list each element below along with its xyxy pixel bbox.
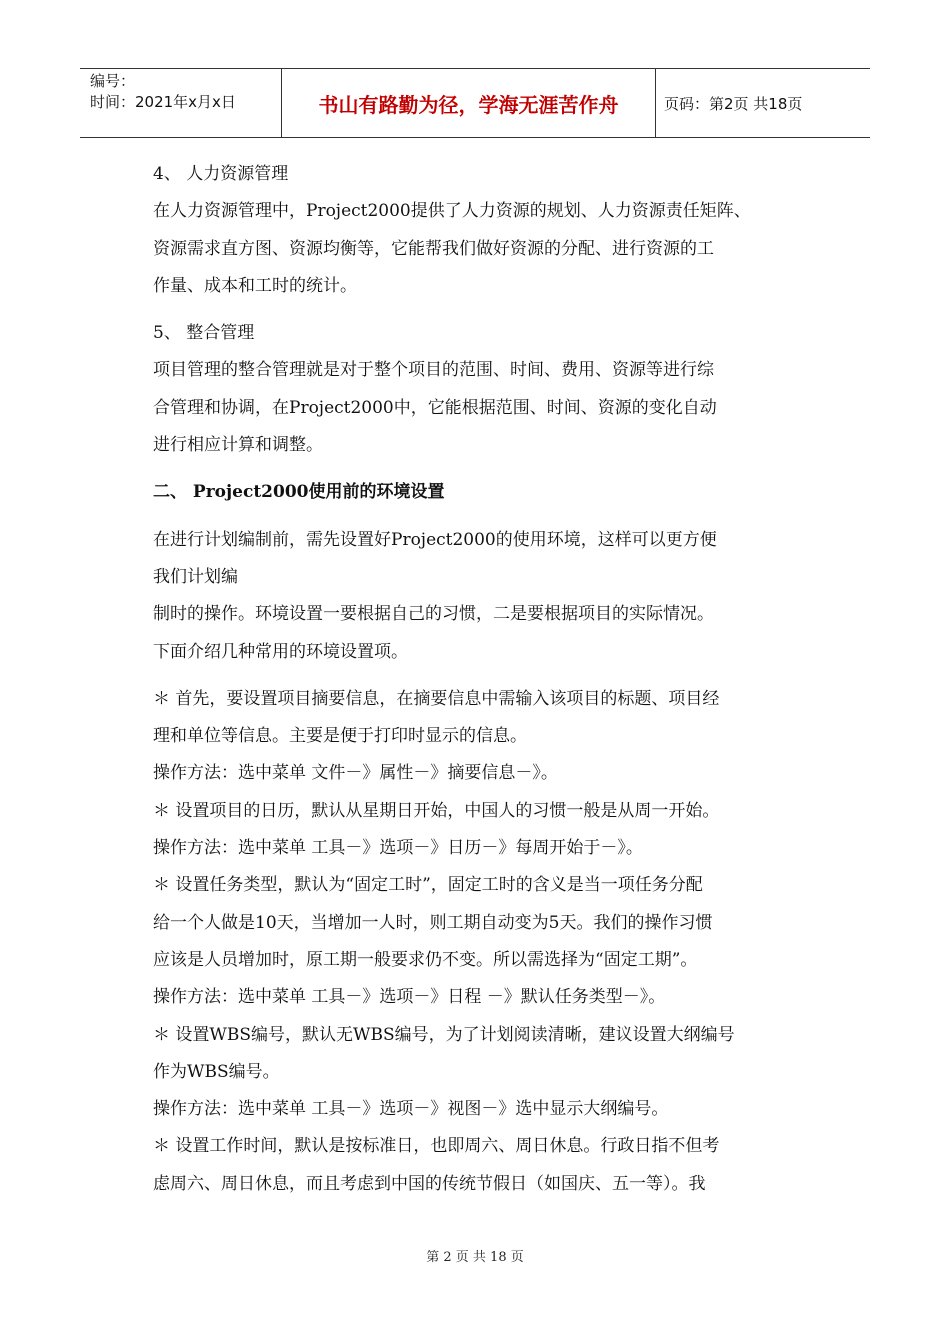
- page-header: [80, 68, 870, 138]
- list-item: ＊ 设置任务类型，默认为“固定工时”，固定工时的含义是当一项任务分配: [153, 875, 703, 896]
- list-item: 操作方法：选中菜单 文件－》属性－》摘要信息－》。: [153, 763, 558, 784]
- section-5-title: 5、 整合管理: [153, 323, 255, 344]
- list-item: 理和单位等信息。主要是便于打印时显示的信息。: [153, 726, 527, 747]
- date-label: 时间：2021年x月x日: [90, 93, 236, 111]
- header-motto: 书山有路勤为径，学海无涯苦作舟: [282, 69, 656, 137]
- list-item: ＊ 设置项目的日历，默认从星期日开始，中国人的习惯一般是从周一开始。: [153, 800, 720, 821]
- paragraph-line: 下面介绍几种常用的环境设置项。: [153, 641, 408, 662]
- list-item: 虑周六、周日休息，而且考虑到中国的传统节假日（如国庆、五一等）。我: [153, 1173, 706, 1194]
- list-item: ＊ 设置工作时间，默认是按标准日，也即周六、周日休息。行政日指不但考: [153, 1136, 720, 1157]
- list-item: 应该是人员增加时，原工期一般要求仍不变。所以需选择为“固定工期”。: [153, 949, 698, 970]
- header-meta: [80, 69, 282, 137]
- list-item: 操作方法：选中菜单 工具－》选项－》视图－》选中显示大纲编号。: [153, 1099, 669, 1120]
- paragraph-line: 合管理和协调，在Project2000中，它能根据范围、时间、资源的变化自动: [153, 397, 717, 418]
- paragraph-line: 进行相应计算和调整。: [153, 435, 323, 456]
- list-item: 操作方法：选中菜单 工具－》选项－》日历－》每周开始于－》。: [153, 838, 643, 859]
- list-item: ＊ 设置WBS编号，默认无WBS编号，为了计划阅读清晰，建议设置大纲编号: [153, 1024, 735, 1045]
- page-footer: 第 2 页 共 18 页: [426, 1250, 524, 1265]
- document-body: [153, 156, 813, 1203]
- list-item: 给一个人做是10天，当增加一人时，则工期自动变为5天。我们的操作习惯: [153, 912, 713, 933]
- paragraph-line: 在人力资源管理中，Project2000提供了人力资源的规划、人力资源责任矩阵、: [153, 201, 751, 222]
- paragraph-line: 项目管理的整合管理就是对于整个项目的范围、时间、费用、资源等进行综: [153, 360, 714, 381]
- list-item: 操作方法：选中菜单 工具－》选项－》日程 －》默认任务类型－》。: [153, 987, 666, 1008]
- list-item: ＊ 首先，要设置项目摘要信息，在摘要信息中需输入该项目的标题、项目经: [153, 688, 720, 709]
- paragraph-line: 制时的操作。环境设置一要根据自己的习惯，二是要根据项目的实际情况。: [153, 604, 714, 625]
- paragraph-line: 在进行计划编制前，需先设置好Project2000的使用环境，这样可以更方便: [153, 529, 717, 550]
- list-item: 作为WBS编号。: [153, 1061, 280, 1082]
- paragraph-line: 资源需求直方图、资源均衡等，它能帮我们做好资源的分配、进行资源的工: [153, 238, 714, 259]
- paragraph-line: 作量、成本和工时的统计。: [153, 275, 357, 296]
- section-heading: 二、 Project2000使用前的环境设置: [153, 482, 445, 503]
- section-4-title: 4、 人力资源管理: [153, 164, 289, 184]
- paragraph-line: 我们计划编: [153, 566, 238, 587]
- header-page-info: 页码：第2页 共18页: [664, 94, 803, 113]
- code-label: 编号：: [90, 72, 136, 90]
